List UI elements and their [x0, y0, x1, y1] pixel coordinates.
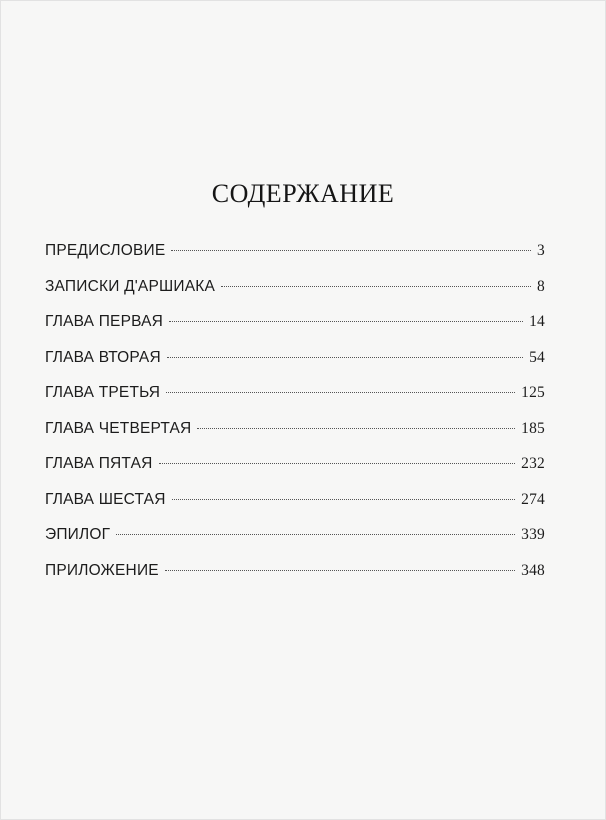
toc-entry-page: 348 [521, 561, 545, 579]
toc-entry-label: ГЛАВА ШЕСТАЯ [45, 490, 166, 508]
dot-leader [165, 570, 515, 571]
dot-leader [171, 250, 531, 251]
toc-entry-label: ГЛАВА ВТОРАЯ [45, 348, 161, 366]
dot-leader [172, 499, 516, 500]
toc-entry-label: ГЛАВА ТРЕТЬЯ [45, 384, 161, 401]
dot-leader [169, 321, 523, 322]
toc-entry-preface [45, 242, 545, 278]
dot-leader [159, 463, 516, 464]
toc-entry-page: 339 [521, 526, 545, 543]
toc-entry-chapter-5 [45, 455, 545, 491]
toc-entry-appendix [45, 562, 545, 598]
page-title: СОДЕРЖАНИЕ [211, 179, 395, 208]
toc-entry-chapter-4 [45, 420, 545, 456]
toc-entry-chapter-1 [45, 313, 545, 349]
toc-entry-label: ГЛАВА ПЯТАЯ [45, 455, 153, 472]
toc-entry-page: 54 [529, 348, 545, 366]
dot-leader [197, 428, 515, 429]
toc-entry-label: ПРЕДИСЛОВИЕ [45, 242, 166, 259]
toc-entry-page: 14 [529, 313, 545, 330]
toc-entry-page: 3 [537, 242, 545, 259]
toc-entry-chapter-2 [45, 349, 545, 385]
dot-leader [221, 286, 531, 287]
toc-entry-page: 125 [521, 384, 545, 401]
toc-entry-label: ГЛАВА ПЕРВАЯ [45, 313, 164, 330]
table-of-contents [45, 242, 545, 597]
toc-entry-notes [45, 278, 545, 314]
toc-entry-chapter-3 [45, 384, 545, 420]
toc-entry-label: ЗАПИСКИ Д'АРШИАКА [45, 277, 216, 295]
toc-entry-page: 232 [521, 455, 545, 472]
toc-entry-chapter-6 [45, 491, 545, 527]
dot-leader [116, 534, 515, 535]
dot-leader [166, 392, 515, 393]
toc-entry-page: 274 [521, 490, 545, 508]
dot-leader [167, 357, 523, 358]
toc-entry-label: ПРИЛОЖЕНИЕ [45, 561, 159, 579]
toc-entry-label: ЭПИЛОГ [45, 526, 111, 543]
toc-entry-label: ГЛАВА ЧЕТВЕРТАЯ [45, 419, 192, 437]
toc-entry-epilogue [45, 526, 545, 562]
toc-entry-page: 185 [521, 419, 545, 437]
toc-entry-page: 8 [537, 277, 545, 295]
